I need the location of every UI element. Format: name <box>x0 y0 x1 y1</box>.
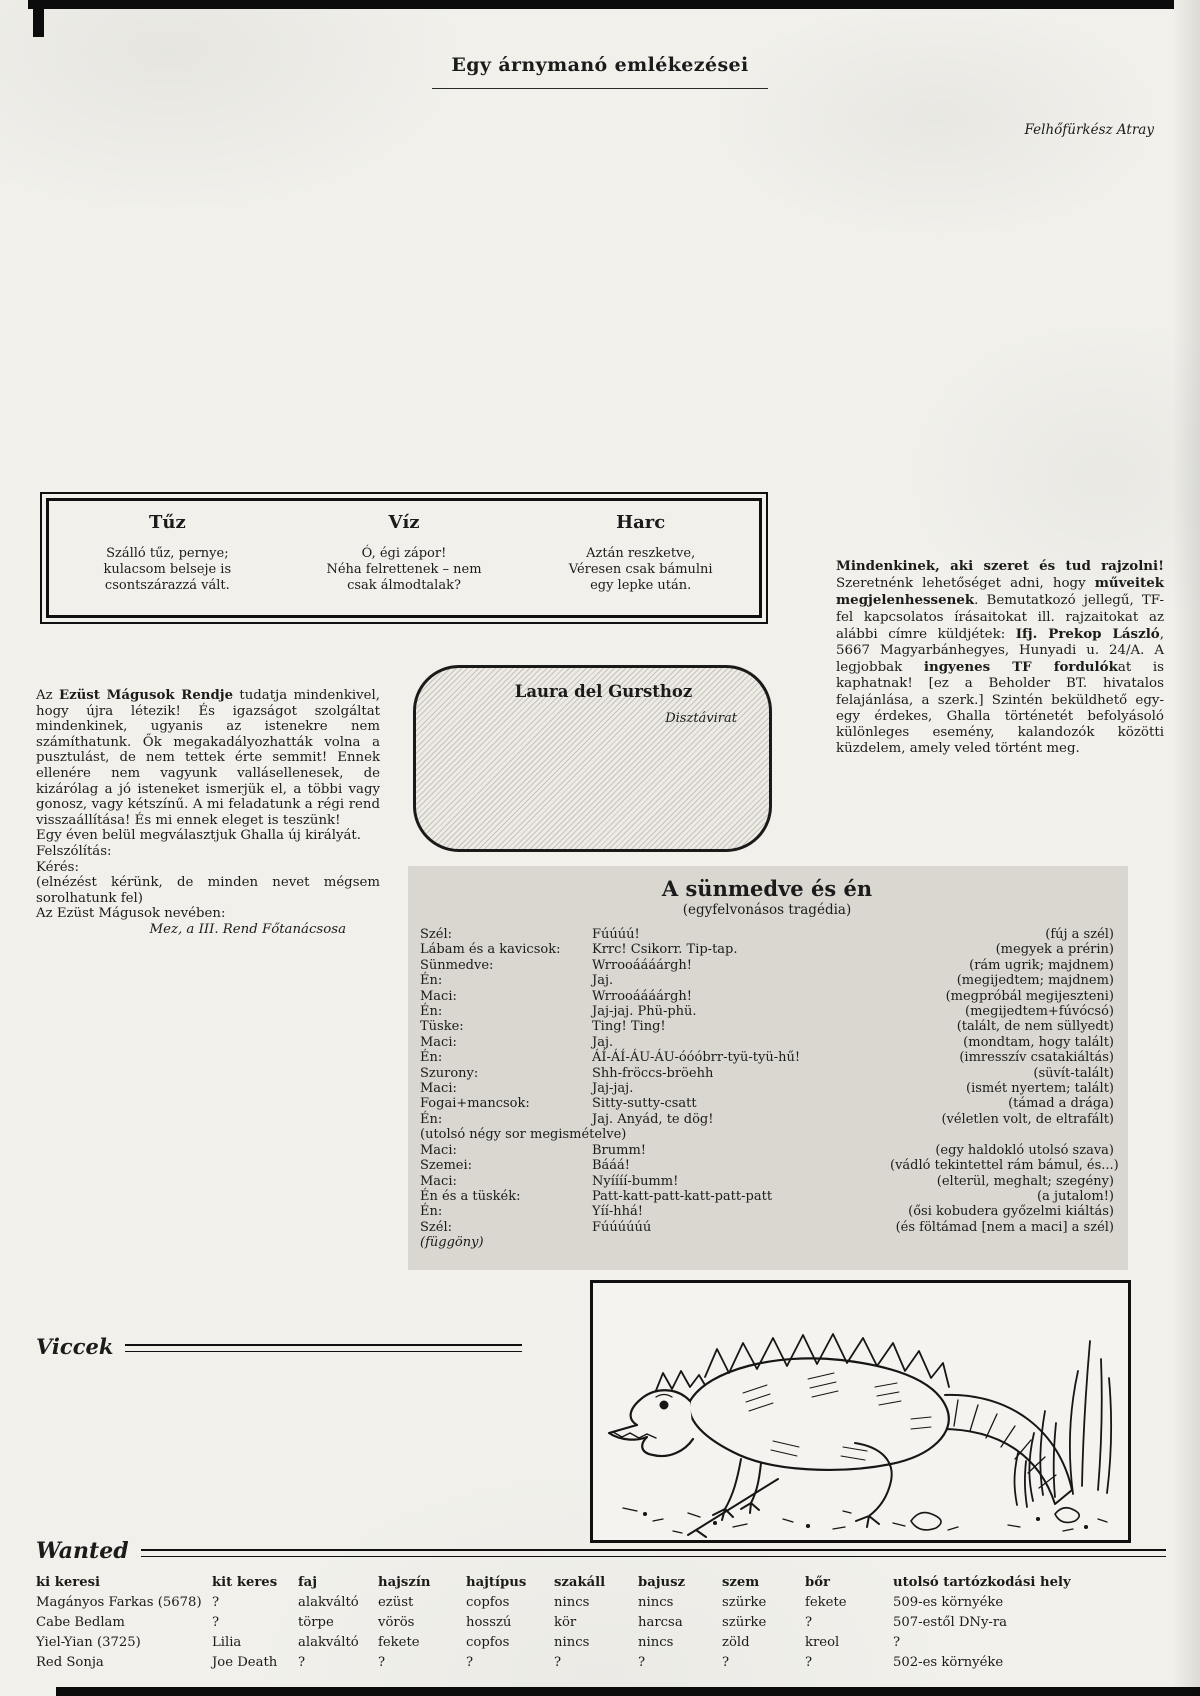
silver-mages-behalf-line: Az Ezüst Mágusok nevében: <box>36 906 226 922</box>
play-speaker: Maci: <box>420 988 457 1004</box>
play-line: Krrc! Csikorr. Tip-tap. <box>592 942 738 958</box>
wanted-cell: harcsa <box>638 1615 683 1630</box>
haiku-title: Víz <box>388 512 420 533</box>
wanted-cell: ? <box>466 1655 474 1670</box>
play-line: Brumm! <box>592 1142 647 1158</box>
wanted-cell: nincs <box>554 1635 590 1650</box>
wanted-header <box>36 1538 1166 1564</box>
wanted-cell: szürke <box>722 1595 767 1610</box>
play-row <box>420 1158 1119 1174</box>
wanted-cell: hosszú <box>466 1615 512 1630</box>
wanted-cell: kör <box>554 1615 577 1630</box>
play-row <box>420 1235 1114 1250</box>
play-speaker: Én: <box>420 1050 443 1066</box>
play-line: Fúúúú! <box>592 927 640 942</box>
play-row <box>420 973 1114 988</box>
play-line: Bááá! <box>592 1158 631 1174</box>
play-line: Jaj-jaj. <box>592 1081 634 1097</box>
haiku-column <box>49 501 286 615</box>
play-stage-direction: (süvít-talált) <box>1033 1065 1114 1081</box>
wanted-cell: szürke <box>722 1615 767 1630</box>
play-line: Wrrooáááárgh! <box>592 957 692 973</box>
wanted-row <box>36 1633 1166 1653</box>
play-row <box>420 1204 1114 1219</box>
wanted-cell: ? <box>805 1615 813 1630</box>
play-speaker: Én: <box>420 1111 443 1127</box>
play-speaker: Én: <box>420 973 443 989</box>
creature-illustration-frame <box>590 1280 1131 1543</box>
wanted-cell: ? <box>722 1655 730 1670</box>
play-line: Sitty-sutty-csatt <box>592 1096 697 1112</box>
text-segment: Szeretnénk lehetőséget adni, hogy <box>836 576 1095 592</box>
play-speaker: Szél: <box>420 927 452 942</box>
art-submission-call <box>836 558 1164 757</box>
wanted-cell: ? <box>554 1655 562 1670</box>
jokes-heading: Viccek <box>36 1334 114 1359</box>
jokes-section <box>36 1334 522 1385</box>
wanted-heading: Wanted <box>36 1538 129 1564</box>
play-row <box>420 1019 1114 1034</box>
play-stage-direction: (és föltámad [nem a maci] a szél) <box>895 1219 1114 1235</box>
wanted-row <box>36 1593 1166 1613</box>
wanted-cell: ezüst <box>378 1595 414 1610</box>
wanted-cell: törpe <box>298 1615 334 1630</box>
play-line: ÁÍ-ÁÍ-ÁU-ÁU-óóóbrr-tyü-tyü-hű! <box>592 1050 801 1066</box>
haiku-line: Néha felrettenek – nem <box>326 562 482 577</box>
silver-mages-signature: Mez, a III. Rend Főtanácsosa <box>149 921 346 937</box>
play-speaker: Sünmedve: <box>420 957 494 973</box>
wanted-cell: ? <box>212 1615 220 1630</box>
play-speaker: Tüske: <box>420 1019 464 1035</box>
play-row <box>420 1096 1114 1111</box>
play-subtitle: (egyfelvonásos tragédia) <box>682 902 852 918</box>
wanted-header-cell: hajszín <box>378 1575 431 1590</box>
wanted-header-cell: faj <box>298 1575 317 1590</box>
silver-mages-apology: (elnézést kérünk, de minden nevet mégsem sorolhatunk fel) <box>36 875 380 906</box>
play-speaker: Lábam és a kavicsok: <box>420 942 561 958</box>
play-stage-direction: (mondtam, hogy talált) <box>963 1034 1114 1050</box>
haiku-title: Harc <box>616 512 666 533</box>
scan-artifact-corner-mark <box>33 0 44 37</box>
laura-poem-box <box>413 665 772 852</box>
play-stage-direction: (a jutalom!) <box>1037 1188 1114 1204</box>
play-stage-direction: (egy haldokló utolsó szava) <box>935 1142 1114 1158</box>
text-segment: . Bemutatkozó jellegű, TF-fel kapcsolatos írásaitokat ill. rajzaitokat az alábbi címre küldjétek: <box>836 593 1164 642</box>
text-segment: Ifj. Prekop László <box>1015 625 1160 642</box>
scan-artifact-page-edge-shadow <box>1172 0 1200 1696</box>
wanted-heading-rule <box>141 1549 1166 1557</box>
text-segment: Mindenkinek, aki szeret és tud rajzolni! <box>836 558 1164 574</box>
play-stage-direction: (ősi kobudera győzelmi kiáltás) <box>908 1204 1114 1220</box>
play-row <box>420 1143 1114 1158</box>
play-row <box>420 1035 1114 1050</box>
wanted-header-cell: bőr <box>805 1575 830 1590</box>
play-stage-direction <box>890 1127 1114 1142</box>
wanted-row <box>36 1613 1166 1633</box>
haiku-line: csontszárazzá vált. <box>104 578 230 593</box>
play-row <box>420 1127 1114 1142</box>
jokes-header <box>36 1334 522 1359</box>
play-row <box>420 1066 1114 1081</box>
spiky-lizard-creature-drawing <box>593 1283 1128 1540</box>
haiku-column <box>522 501 759 615</box>
haiku-line: kulacsom belseje is <box>103 562 232 577</box>
wanted-cell: ? <box>298 1655 306 1670</box>
wanted-cell: Joe Death <box>212 1655 278 1670</box>
wanted-table-rows <box>36 1593 1166 1673</box>
play-line: Jaj. <box>592 1034 614 1050</box>
play-row <box>420 958 1114 973</box>
haiku-line: Szálló tűz, pernye; <box>106 546 229 561</box>
wanted-cell: copfos <box>466 1635 510 1650</box>
play-line: Fúúúúúú <box>592 1219 652 1235</box>
wanted-cell: Yiel-Yian (3725) <box>36 1635 141 1650</box>
play-stage-direction: (megijedtem; majdnem) <box>956 973 1114 989</box>
wanted-cell: ? <box>805 1655 813 1670</box>
haiku-line: egy lepke után. <box>590 578 692 593</box>
text-segment: , 5667 Magyarbánhegyes, Hunyadi u. 24/A. A legjobbak <box>836 626 1164 676</box>
wanted-header-cell: bajusz <box>638 1575 686 1590</box>
wanted-header-cell: hajtípus <box>466 1575 527 1590</box>
silver-mages-request-heading: Kérés: <box>36 859 79 875</box>
play-row <box>420 1004 1114 1019</box>
play-title: A sünmedve és én <box>661 876 873 901</box>
play-speaker: Szél: <box>420 1219 452 1235</box>
text-segment: at is kaphatnak! [ez a Beholder BT. hivatalos felajánlása, a szerk.] Szintén beküldhető egy-egy érdekes, Ghalla történetét befolyásoló különleges esemény, kalandozók közötti küzdelem, amely veled történt meg. <box>836 660 1164 757</box>
wanted-cell: Magányos Farkas (5678) <box>36 1595 202 1610</box>
play-speaker: Szurony: <box>420 1065 479 1081</box>
play-line: Shh-fröccs-bröehh <box>592 1065 714 1081</box>
play-row <box>420 1112 1114 1127</box>
wanted-cell: kreol <box>805 1635 840 1650</box>
play-speaker: Maci: <box>420 1034 457 1050</box>
play-line: Nyíííí-bumm! <box>592 1173 679 1189</box>
laura-poem-signature: Disztávirat <box>665 711 737 726</box>
play-row <box>420 1220 1114 1235</box>
play-stage-direction: (ismét nyertem; talált) <box>966 1081 1114 1097</box>
jokes-heading-rule <box>125 1344 522 1352</box>
wanted-cell: ? <box>893 1635 901 1650</box>
play-speaker: Én és a tüskék: <box>420 1188 521 1204</box>
play-stage-direction: (fúj a szél) <box>1045 927 1114 942</box>
title-underline-rule <box>432 88 768 89</box>
silver-mages-election-line: Egy éven belül megválasztjuk Ghalla új királyát. <box>36 828 361 844</box>
play-row <box>420 942 1114 957</box>
play-stage-direction: (imresszív csatakiáltás) <box>959 1050 1114 1066</box>
wanted-cell: 509-es környéke <box>893 1595 1004 1610</box>
play-line <box>592 1127 890 1142</box>
play-speaker: Maci: <box>420 1081 457 1097</box>
wanted-section <box>36 1538 1166 1673</box>
wanted-cell: fekete <box>378 1635 420 1650</box>
wanted-cell: nincs <box>554 1595 590 1610</box>
haiku-line: Véresen csak bámulni <box>568 562 713 577</box>
text-segment: ingyenes TF fordulók <box>923 659 1118 676</box>
wanted-header-cell: szem <box>722 1575 760 1590</box>
silver-mages-announcement <box>36 688 380 938</box>
play-stage-direction: (megyek a prérin) <box>995 942 1114 958</box>
wanted-header-row <box>36 1573 1166 1593</box>
wanted-cell: 502-es környéke <box>893 1655 1004 1670</box>
wanted-cell: Lilia <box>212 1635 242 1650</box>
play-line <box>592 1235 890 1250</box>
play-line: Jaj. <box>592 973 614 989</box>
play-speaker: Én: <box>420 1204 443 1220</box>
play-speaker: Szemei: <box>420 1158 473 1174</box>
text-segment: műveitek megjelenhessenek <box>836 575 1164 609</box>
wanted-cell: nincs <box>638 1635 674 1650</box>
haiku-title: Tűz <box>148 512 186 533</box>
scan-artifact-top-bar <box>28 0 1174 9</box>
play-line: Wrrooáááárgh! <box>592 988 692 1004</box>
laura-poem-title: Laura del Gursthoz <box>514 682 693 701</box>
play-stage-direction: (támad a drága) <box>1008 1096 1114 1112</box>
play-row <box>420 1189 1114 1204</box>
wanted-header-cell: szakáll <box>554 1575 606 1590</box>
play-row <box>420 1174 1114 1189</box>
article-author-signature: Felhőfürkész Atray <box>1024 122 1154 138</box>
play-stage-direction: (talált, de nem süllyedt) <box>956 1019 1114 1035</box>
play-row <box>420 1050 1114 1065</box>
wanted-cell: copfos <box>466 1595 510 1610</box>
play-stage-direction: (véletlen volt, de eltrafált) <box>941 1111 1114 1127</box>
wanted-cell: zöld <box>722 1635 750 1650</box>
haiku-line: csak álmodtalak? <box>347 578 461 593</box>
wanted-row <box>36 1653 1166 1673</box>
play-row <box>420 927 1114 942</box>
play-stage-direction: (elterül, meghalt; szegény) <box>936 1173 1114 1189</box>
wanted-cell: Red Sonja <box>36 1655 104 1670</box>
play-speaker: (függöny) <box>420 1235 484 1251</box>
play-row <box>420 989 1114 1004</box>
text-segment: Ezüst Mágusok Rendje <box>58 688 234 703</box>
wanted-cell: nincs <box>638 1595 674 1610</box>
play-stage-direction: (megpróbál megijeszteni) <box>945 988 1114 1004</box>
wanted-cell: ? <box>378 1655 386 1670</box>
play-line: Yíí-hhá! <box>592 1204 644 1220</box>
haiku-line: Aztán reszketve, <box>586 546 696 561</box>
play-row <box>420 1081 1114 1096</box>
wanted-header-cell: utolsó tartózkodási hely <box>893 1575 1071 1590</box>
play-speaker: Fogai+mancsok: <box>420 1096 530 1112</box>
text-segment: tudatja mindenkivel, hogy újra létezik! És igazságot szolgáltat mindenkinek, ugyanis az istenekre nem számíthatunk. Ők megakadályozhatták volna a pusztulást, de nem tettek érte semmit! Ennek ellenére nem vagyunk vallásellenesek, de kizárólag a jó isteneket ismerjük el, a többi vagy gonosz, vagy kétszínű. A mi feladatunk a régi rend visszaállítása! És mi ennek eleget is teszünk! <box>36 688 381 828</box>
wanted-header-cell: kit keres <box>212 1575 278 1590</box>
haiku-box <box>40 492 768 624</box>
wanted-cell: 507-estől DNy-ra <box>893 1615 1008 1630</box>
silver-mages-call-heading: Felszólítás: <box>36 843 112 859</box>
scan-artifact-bottom-bar <box>56 1687 1200 1696</box>
play-line: Patt-katt-patt-katt-patt-patt <box>592 1188 773 1204</box>
play-stage-direction: (vádló tekintettel rám bámul, és...) <box>890 1158 1119 1174</box>
play-speaker: Maci: <box>420 1142 457 1158</box>
wanted-table <box>36 1573 1166 1673</box>
play-stage-direction <box>890 1235 1114 1250</box>
haiku-column <box>286 501 523 615</box>
play-stage-direction: (megijedtem+fúvócsó) <box>965 1004 1114 1020</box>
wanted-cell: ? <box>212 1595 220 1610</box>
wanted-cell: alakváltó <box>298 1595 359 1610</box>
wanted-cell: Cabe Bedlam <box>36 1615 125 1630</box>
haiku-line: Ó, égi zápor! <box>361 546 447 561</box>
play-speaker: (utolsó négy sor megismételve) <box>420 1127 627 1143</box>
play-speaker: Maci: <box>420 1173 457 1189</box>
play-speaker: Én: <box>420 1004 443 1020</box>
play-line: Jaj-jaj. Phü-phü. <box>592 1004 697 1020</box>
page-title: Egy árnymanó emlékezései <box>451 54 749 76</box>
play-line: Ting! Ting! <box>592 1019 666 1035</box>
play-stage-direction: (rám ugrik; majdnem) <box>969 957 1114 973</box>
silver-mages-intro <box>36 688 380 828</box>
play-line: Jaj. Anyád, te dög! <box>592 1111 714 1127</box>
text-segment: Az <box>36 688 59 703</box>
haiku-box-inner-border <box>46 498 762 618</box>
wanted-cell: fekete <box>805 1595 847 1610</box>
wanted-cell: ? <box>638 1655 646 1670</box>
wanted-cell: alakváltó <box>298 1635 359 1650</box>
play-script-rows <box>420 927 1119 1251</box>
play-script-box <box>408 866 1128 1270</box>
wanted-table-header-row <box>36 1573 1166 1593</box>
wanted-cell: vörös <box>378 1615 415 1630</box>
article-column-right <box>600 108 1166 139</box>
wanted-header-cell: ki keresi <box>36 1575 101 1590</box>
